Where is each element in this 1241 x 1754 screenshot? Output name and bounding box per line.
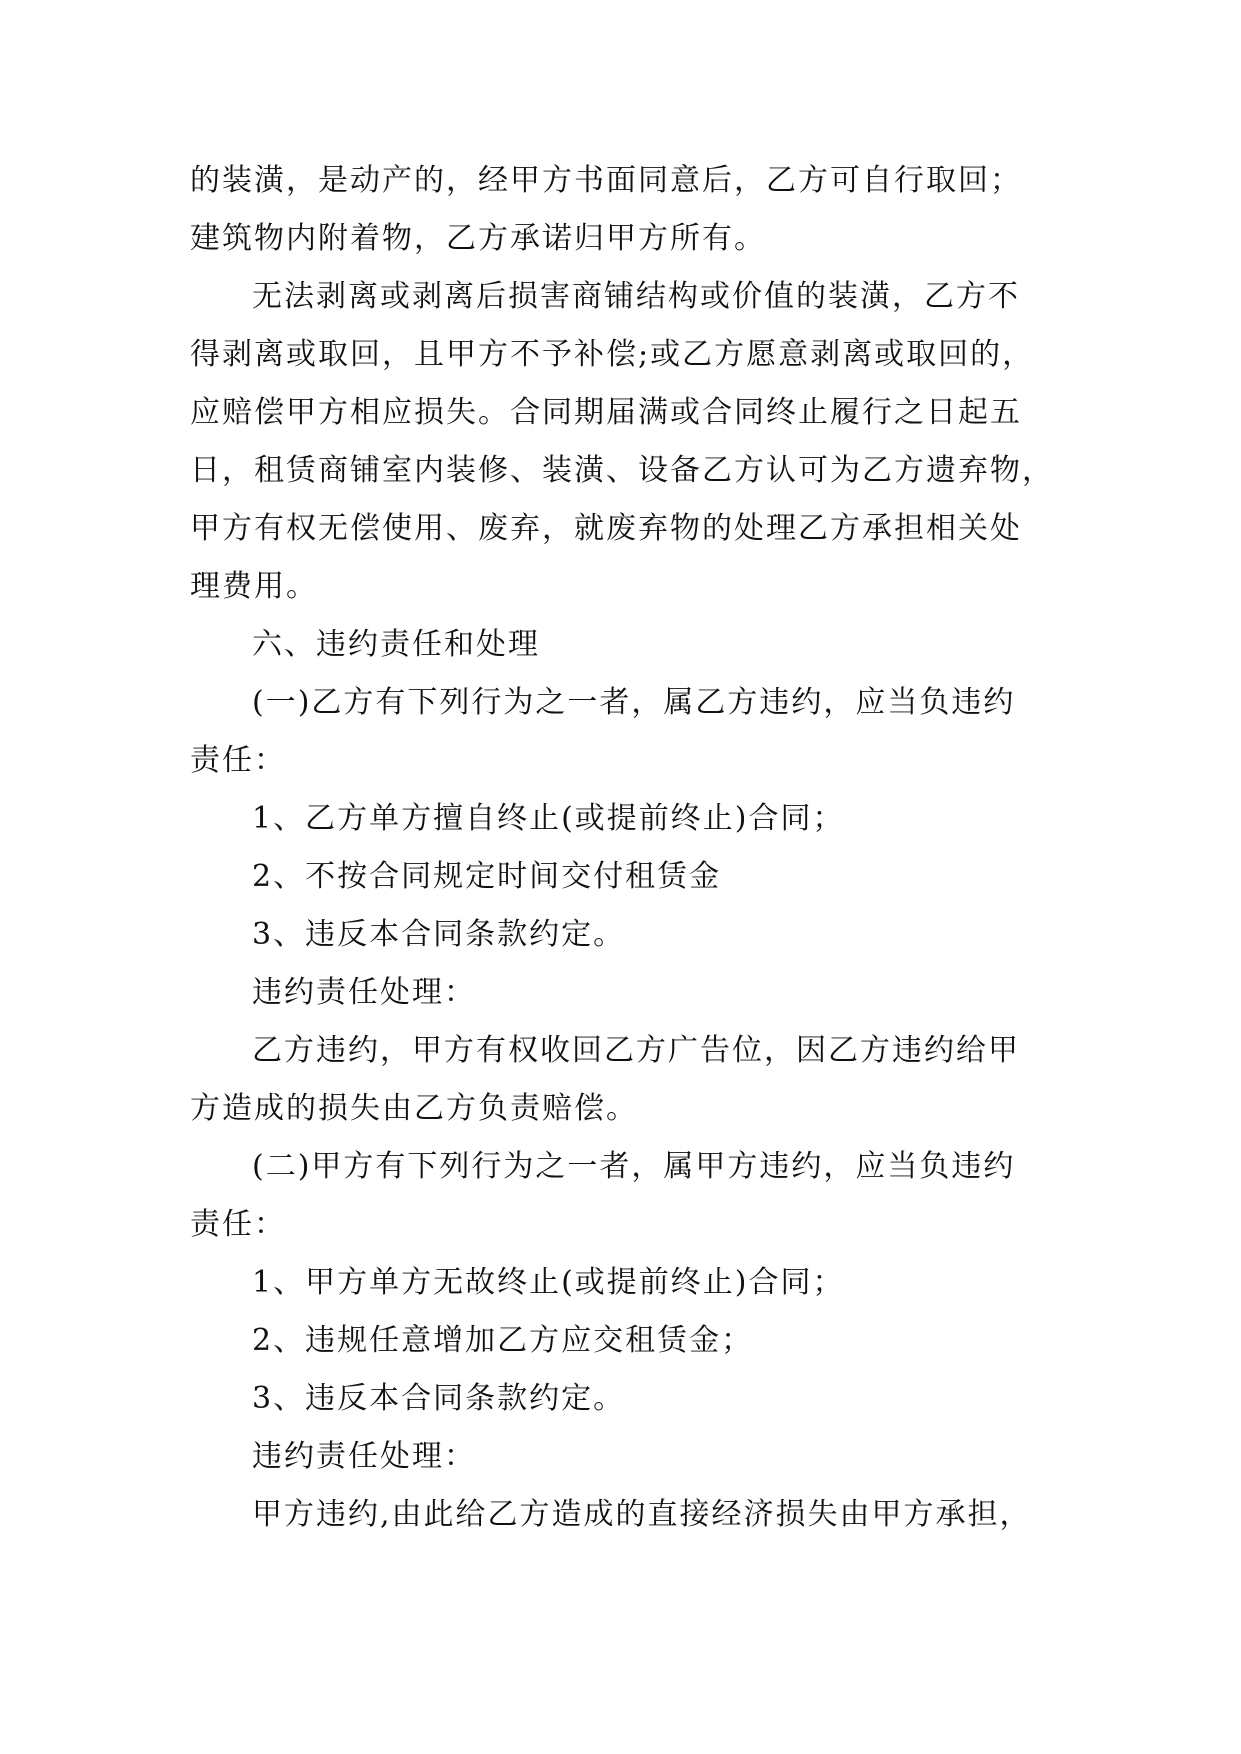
document-line: 责任： [190,743,286,778]
document-line: 的装潢，是动产的，经甲方书面同意后，乙方可自行取回； [190,163,1022,198]
document-line: 违约责任处理： [252,1439,476,1474]
document-line: 建筑物内附着物，乙方承诺归甲方所有。 [190,221,766,256]
document-line: 2、不按合同规定时间交付租赁金 [252,859,722,894]
document-line: (二)甲方有下列行为之一者，属甲方违约，应当负违约 [252,1149,1016,1184]
document-body [190,152,1054,1544]
document-line: 甲方违约,由此给乙方造成的直接经济损失由甲方承担， [252,1497,1032,1532]
document-line: 违约责任处理： [252,975,476,1010]
document-line: 1、甲方单方无故终止(或提前终止)合同； [252,1265,845,1300]
document-line: 3、违反本合同条款约定。 [252,1381,626,1416]
document-line: 1、乙方单方擅自终止(或提前终止)合同； [252,801,845,836]
document-line: 六、违约责任和处理 [252,627,540,662]
document-line: 得剥离或取回，且甲方不予补偿;或乙方愿意剥离或取回的， [190,337,1035,372]
document-line: 2、违规任意增加乙方应交租赁金； [252,1323,754,1358]
document-line: 理费用。 [190,569,318,604]
document-line: 应赔偿甲方相应损失。合同期届满或合同终止履行之日起五 [190,395,1022,430]
document-line: 方造成的损失由乙方负责赔偿。 [190,1091,638,1126]
document-line: 3、违反本合同条款约定。 [252,917,626,952]
document-line: 甲方有权无偿使用、废弃，就废弃物的处理乙方承担相关处 [190,511,1022,546]
document-line: 责任： [190,1207,286,1242]
document-line: 无法剥离或剥离后损害商铺结构或价值的装潢，乙方不 [252,279,1020,314]
document-line: (一)乙方有下列行为之一者，属乙方违约，应当负违约 [252,685,1016,720]
document-line: 乙方违约，甲方有权收回乙方广告位，因乙方违约给甲 [252,1033,1020,1068]
document-line: 日，租赁商铺室内装修、装潢、设备乙方认可为乙方遗弃物， [190,453,1054,488]
